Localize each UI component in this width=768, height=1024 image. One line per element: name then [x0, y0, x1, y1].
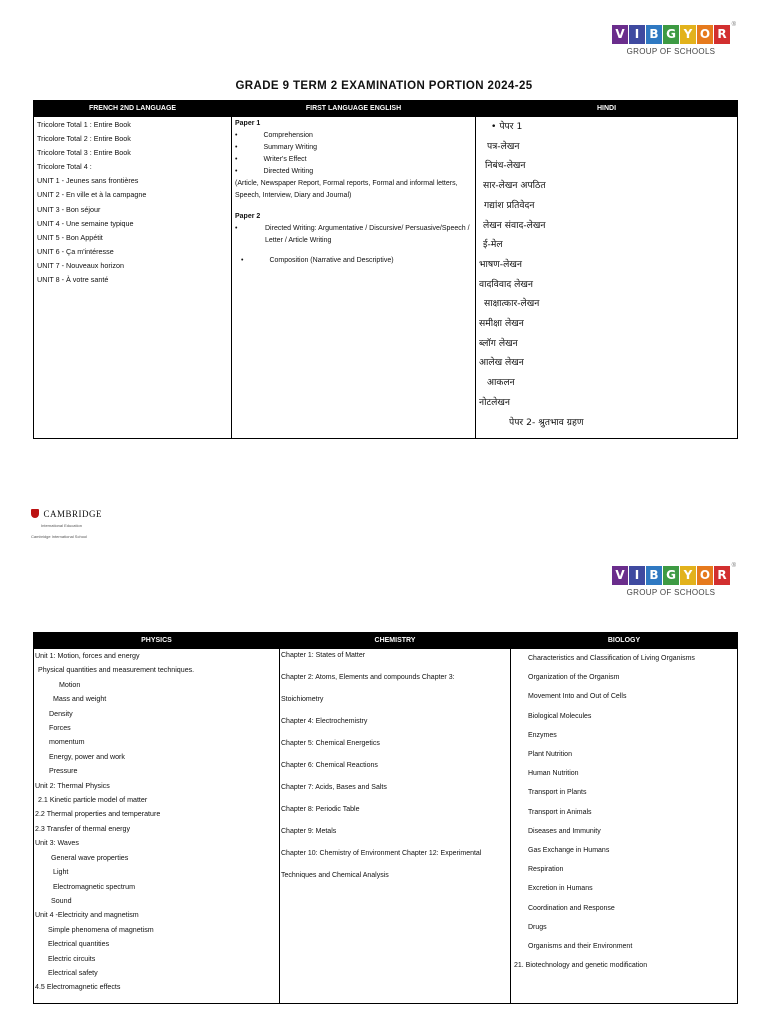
sciences-table [33, 632, 738, 1004]
list-item: Chapter 2: Atoms, Elements and compounds Chapter 3: [281, 674, 455, 681]
header-hindi: HINDI [476, 101, 738, 117]
list-item: Light [53, 868, 69, 877]
list-item: भाषण-लेखन [479, 258, 522, 270]
list-item: Unit 1: Motion, forces and energy [35, 652, 140, 660]
list-item: Tricolore Total 3 : Entire Book [37, 148, 131, 158]
logo-letter: O [697, 566, 713, 585]
logo-letter: G [663, 25, 679, 44]
list-item: Unit 2: Thermal Physics [35, 781, 110, 790]
list-item: General wave properties [51, 853, 129, 862]
english-cell [232, 117, 476, 439]
logo-letter: Y [680, 25, 696, 44]
list-item: आलेख लेखन [479, 357, 524, 369]
list-item: Chapter 1: States of Matter [281, 652, 366, 659]
cambridge-name: CAMBRIDGE [43, 508, 102, 519]
list-item: Movement Into and Out of Cells [528, 693, 627, 701]
list-item: Gas Exchange in Humans [528, 847, 610, 855]
list-item: Chapter 9: Metals [281, 828, 337, 835]
logo-letter: I [629, 25, 645, 44]
list-item: Transport in Plants [528, 789, 587, 797]
cambridge-subtitle: International Education [41, 523, 82, 528]
vibgyor-logo-2 [612, 563, 736, 597]
logo-tagline: GROUP OF SCHOOLS [626, 588, 716, 597]
list-item: Energy, power and work [49, 752, 125, 761]
list-item: वादविवाद लेखन [479, 278, 533, 290]
list-item: Techniques and Chemical Analysis [281, 872, 389, 879]
list-item: • Summary Writing [235, 144, 317, 151]
list-item: Organisms and their Environment [528, 943, 633, 951]
logo-letter: V [612, 566, 628, 585]
list-item: Electrical safety [48, 968, 98, 977]
list-item: Respiration [528, 866, 564, 874]
header-english: FIRST LANGUAGE ENGLISH [232, 101, 476, 117]
list-item: UNIT 5 - Bon Appétit [37, 232, 103, 242]
list-item: Plant Nutrition [528, 751, 572, 759]
list-item: 21. Biotechnology and genetic modification [514, 962, 648, 970]
list-item: Simple phenomena of magnetism [48, 925, 154, 934]
list-item: Motion [59, 680, 81, 689]
list-item: आकलन [487, 377, 515, 389]
table-header-row [34, 101, 738, 117]
list-item: Tricolore Total 4 : [37, 162, 92, 172]
list-item: UNIT 1 - Jeunes sans frontières [37, 176, 139, 186]
list-item: 2.2 Thermal properties and temperature [35, 810, 161, 819]
list-item: Coordination and Response [528, 904, 615, 912]
list-item: Electric circuits [48, 954, 96, 963]
list-item: गद्यांश प्रतिवेदन [484, 199, 535, 211]
list-item-label: Summary Writing [263, 144, 317, 151]
list-item: Chapter 6: Chemical Reactions [281, 762, 378, 769]
list-item: • Comprehension [235, 132, 313, 139]
list-item: UNIT 3 - Bon séjour [37, 204, 101, 214]
list-item: • Composition (Narrative and Descriptive) [241, 257, 394, 264]
list-item: Density [49, 709, 73, 718]
registered-mark: ® [731, 563, 736, 569]
hindi-cell [476, 117, 738, 439]
list-item: Tricolore Total 2 : Entire Book [37, 134, 131, 144]
list-item: UNIT 4 - Une semaine typique [37, 218, 134, 228]
list-item: Chapter 4: Electrochemistry [281, 718, 368, 725]
list-item-label: Composition (Narrative and Descriptive) [269, 257, 394, 264]
chemistry-cell [280, 649, 511, 1004]
list-item: Organization of the Organism [528, 674, 620, 682]
list-item: सार-लेखन अपठित [483, 180, 546, 192]
logo-tagline: GROUP OF SCHOOLS [626, 47, 716, 56]
logo-letters [612, 25, 732, 44]
list-item: ब्लॉग लेखन [479, 337, 518, 349]
french-cell [34, 117, 232, 439]
logo-letter: R [714, 566, 730, 585]
list-item: Sound [51, 896, 72, 905]
list-item: UNIT 6 - Ça m'intéresse [37, 246, 114, 256]
list-item: UNIT 7 - Nouveaux horizon [37, 260, 124, 270]
logo-letter: R [714, 25, 730, 44]
logo-letter: B [646, 25, 662, 44]
list-item: पत्र-लेखन [487, 140, 520, 152]
logo-letter: O [697, 25, 713, 44]
list-item: नोटलेखन [479, 396, 510, 408]
list-item: ई-मेल [483, 239, 503, 251]
list-item: Biological Molecules [528, 712, 592, 720]
list-item: UNIT 2 - En ville et à la campagne [37, 190, 147, 200]
languages-table [33, 100, 738, 439]
header-physics: PHYSICS [34, 633, 280, 649]
paper1-heading: Paper 1 [235, 120, 261, 127]
logo-letters [612, 566, 732, 585]
registered-mark: ® [731, 22, 736, 28]
physics-cell [34, 649, 280, 1004]
list-item: Stoichiometry [281, 696, 324, 703]
list-item: Unit 4 -Electricity and magnetism [35, 911, 139, 920]
paper2-heading: Paper 2 [235, 213, 261, 220]
cambridge-school-label: Cambridge International School [31, 534, 88, 539]
list-item: Characteristics and Classification of Living Organisms [528, 655, 695, 662]
logo-letter: Y [680, 566, 696, 585]
list-item-label: Directed Writing [263, 168, 314, 175]
list-item: Electrical quantities [48, 940, 110, 949]
table-header-row [34, 633, 738, 649]
list-item-label: Writer's Effect [263, 156, 307, 163]
list-item: Chapter 5: Chemical Energetics [281, 740, 380, 747]
list-item: Chapter 8: Periodic Table [281, 806, 360, 813]
biology-cell [511, 649, 738, 1004]
page-title: GRADE 9 TERM 2 EXAMINATION PORTION 2024-25 [235, 80, 533, 92]
list-item: Tricolore Total 1 : Entire Book [37, 120, 131, 129]
list-item: साक्षात्कार-लेखन [484, 298, 540, 310]
cambridge-shield-icon [31, 509, 39, 518]
list-item: Forces [49, 724, 71, 733]
list-item: 2.3 Transfer of thermal energy [35, 824, 131, 833]
paper1-note: (Article, Newspaper Report, Formal reports, Formal and informal letters, Speech, Interview, Diary and Journal) [235, 180, 458, 199]
list-item: momentum [49, 738, 85, 747]
list-item: पेपर 2- श्रुतभाव ग्रहण [509, 416, 584, 428]
vibgyor-logo [612, 22, 736, 56]
list-item: Chapter 7: Acids, Bases and Salts [281, 784, 387, 791]
list-item: Drugs [528, 923, 547, 931]
list-item: 2.1 Kinetic particle model of matter [38, 796, 148, 805]
list-item: • Directed Writing [235, 168, 314, 175]
list-item: Human Nutrition [528, 770, 579, 778]
logo-letter: V [612, 25, 628, 44]
list-item: • Writer's Effect [235, 156, 307, 163]
header-french: FRENCH 2ND LANGUAGE [34, 101, 232, 117]
list-item: Transport in Animals [528, 808, 592, 816]
list-item: UNIT 8 - À votre santé [37, 275, 109, 285]
list-item: निबंध-लेखन [485, 160, 526, 172]
list-item: Chapter 10: Chemistry of Environment Chapter 12: Experimental [281, 850, 482, 857]
list-item: समीक्षा लेखन [479, 318, 524, 330]
list-item: • Directed Writing: Argumentative / Discursive/ Persuasive/Speech / Letter / Article Writing [235, 225, 470, 244]
list-item: Mass and weight [53, 695, 107, 704]
list-item: लेखन संवाद-लेखन [483, 219, 546, 231]
list-item: Pressure [49, 767, 78, 776]
list-item-label: Comprehension [263, 132, 313, 139]
list-item: Enzymes [528, 731, 557, 739]
header-chemistry: CHEMISTRY [280, 633, 511, 649]
list-item: 4.5 Electromagnetic effects [35, 983, 121, 992]
list-item: Diseases and Immunity [528, 827, 601, 835]
list-item: Unit 3: Waves [35, 839, 79, 848]
list-item: • पेपर 1 [491, 121, 523, 132]
logo-letter: B [646, 566, 662, 585]
list-item-label: Directed Writing: Argumentative / Discursive/ Persuasive/Speech / Letter / Article Writing [265, 225, 470, 244]
header-biology: BIOLOGY [511, 633, 738, 649]
list-item: Excretion in Humans [528, 885, 593, 893]
list-item: Electromagnetic spectrum [53, 882, 136, 891]
logo-letter: I [629, 566, 645, 585]
logo-letter: G [663, 566, 679, 585]
cambridge-logo [31, 505, 102, 539]
list-item: Physical quantities and measurement techniques. [38, 666, 195, 675]
